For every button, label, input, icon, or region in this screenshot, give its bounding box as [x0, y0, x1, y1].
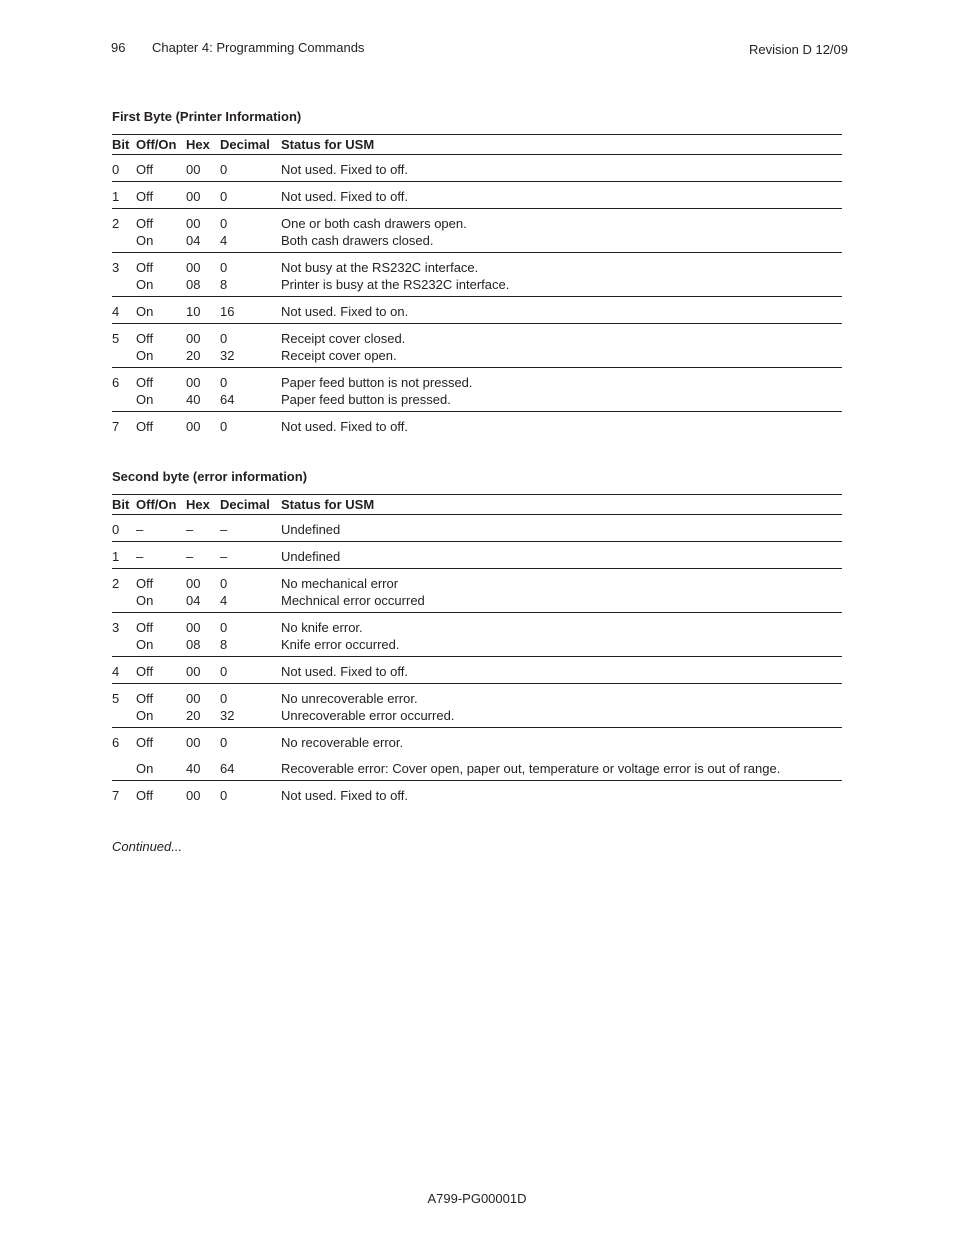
second-byte-title: Second byte (error information)	[112, 469, 308, 484]
cell-hex: 40	[186, 391, 220, 412]
table-header-row	[112, 135, 842, 155]
second-byte-section	[112, 468, 842, 807]
cell-state: On	[136, 391, 186, 412]
cell-status: No mechanical error	[281, 576, 399, 591]
col-hex-header: Hex	[186, 495, 220, 515]
cell-bit: 2	[112, 576, 120, 591]
cell-status: Recoverable error: Cover open, paper out, temperature or voltage error is out of range.	[281, 751, 842, 781]
cell-bit: 7	[112, 788, 120, 803]
cell-hex: 00	[186, 216, 201, 231]
col-bit-header: Bit	[112, 495, 136, 515]
cell-decimal: 0	[220, 331, 228, 346]
cell-decimal: 16	[220, 297, 281, 324]
cell-hex: 00	[186, 260, 201, 275]
cell-status: Undefined	[281, 515, 842, 542]
cell-state: On	[136, 751, 186, 781]
cell-decimal: 4	[220, 592, 281, 613]
revision-label: Revision D 12/09	[749, 42, 848, 57]
col-decimal-header: Decimal	[220, 135, 281, 155]
cell-decimal: 0	[220, 260, 228, 275]
continued-note: Continued...	[112, 839, 183, 854]
cell-decimal: 8	[220, 636, 281, 657]
cell-hex: 00	[186, 182, 220, 209]
cell-bit	[112, 636, 136, 657]
cell-state: Off	[136, 216, 154, 231]
cell-decimal: 0	[220, 735, 228, 750]
cell-hex: 08	[186, 276, 220, 297]
cell-hex: 00	[186, 735, 201, 750]
cell-state: Off	[136, 419, 154, 434]
table-row	[112, 515, 842, 542]
cell-decimal: 32	[220, 347, 281, 368]
cell-decimal: 4	[220, 232, 281, 253]
cell-decimal: 0	[220, 155, 281, 182]
cell-status: No knife error.	[281, 620, 363, 635]
cell-hex: 08	[186, 636, 220, 657]
cell-bit: 1	[112, 182, 136, 209]
first-byte-table	[112, 134, 842, 438]
col-status-header: Status for USM	[281, 135, 842, 155]
table-row	[112, 707, 842, 728]
cell-state: On	[136, 707, 186, 728]
cell-state: Off	[136, 576, 154, 591]
first-byte-title: First Byte (Printer Information)	[112, 109, 302, 124]
cell-decimal: 0	[220, 691, 228, 706]
cell-state: Off	[136, 788, 154, 803]
cell-state: Off	[136, 657, 186, 684]
cell-decimal: 0	[220, 375, 228, 390]
cell-status: Paper feed button is pressed.	[281, 391, 842, 412]
cell-state: –	[136, 515, 186, 542]
first-byte-section	[112, 108, 842, 438]
cell-status: Mechnical error occurred	[281, 592, 842, 613]
cell-state: On	[136, 592, 186, 613]
cell-bit	[112, 232, 136, 253]
page-number: 96	[111, 40, 126, 55]
cell-bit	[112, 276, 136, 297]
cell-decimal: 8	[220, 276, 281, 297]
cell-decimal: 0	[220, 419, 228, 434]
cell-bit: 6	[112, 375, 120, 390]
footer-doc-number: A799-PG00001D	[427, 1191, 527, 1206]
table-row	[112, 657, 842, 684]
cell-status: Paper feed button is not pressed.	[281, 375, 473, 390]
table-row	[112, 412, 842, 439]
cell-bit: 4	[112, 657, 136, 684]
cell-state: Off	[136, 331, 154, 346]
second-byte-rows	[112, 515, 842, 808]
cell-hex: 40	[186, 751, 220, 781]
cell-status: Not used. Fixed to off.	[281, 788, 408, 803]
cell-status: Unrecoverable error occurred.	[281, 707, 842, 728]
cell-hex: 00	[186, 691, 201, 706]
cell-status: No unrecoverable error.	[281, 691, 418, 706]
cell-hex: 20	[186, 347, 220, 368]
cell-hex: 00	[186, 788, 201, 803]
cell-bit: 6	[112, 735, 120, 750]
cell-state: Off	[136, 375, 154, 390]
cell-hex: 00	[186, 620, 201, 635]
cell-hex: 10	[186, 297, 220, 324]
cell-status: One or both cash drawers open.	[281, 216, 467, 231]
cell-state: Off	[136, 691, 154, 706]
table-header-row	[112, 495, 842, 515]
cell-status: Not used. Fixed to off.	[281, 182, 842, 209]
cell-hex: –	[186, 515, 220, 542]
cell-decimal: 0	[220, 620, 228, 635]
cell-decimal: –	[220, 515, 281, 542]
cell-hex: 04	[186, 592, 220, 613]
first-byte-rows	[112, 155, 842, 439]
cell-hex: 00	[186, 419, 201, 434]
table-row	[112, 751, 842, 781]
cell-status: Printer is busy at the RS232C interface.	[281, 276, 842, 297]
cell-state: Off	[136, 260, 154, 275]
cell-bit	[112, 592, 136, 613]
table-row	[112, 569, 842, 593]
cell-decimal: 64	[220, 391, 281, 412]
table-row	[112, 542, 842, 569]
cell-state: On	[136, 347, 186, 368]
col-status-header: Status for USM	[281, 495, 842, 515]
cell-state: On	[136, 636, 186, 657]
table-row	[112, 636, 842, 657]
cell-status: Knife error occurred.	[281, 636, 842, 657]
cell-decimal: 0	[220, 182, 281, 209]
cell-state: On	[136, 297, 186, 324]
cell-bit: 5	[112, 691, 120, 706]
cell-hex: 00	[186, 576, 201, 591]
chapter-title: Chapter 4: Programming Commands	[152, 40, 365, 55]
cell-state: On	[136, 232, 186, 253]
col-hex-header: Hex	[186, 135, 220, 155]
cell-bit: 2	[112, 216, 120, 231]
table-row	[112, 684, 842, 708]
cell-bit	[112, 391, 136, 412]
cell-hex: 00	[186, 375, 201, 390]
cell-state: Off	[136, 182, 186, 209]
second-byte-table	[112, 494, 842, 807]
col-bit-header: Bit	[112, 135, 136, 155]
cell-status: Not used. Fixed to on.	[281, 297, 842, 324]
cell-status: Not busy at the RS232C interface.	[281, 260, 479, 275]
cell-bit: 0	[112, 515, 136, 542]
table-row	[112, 592, 842, 613]
table-row	[112, 209, 842, 233]
table-row	[112, 155, 842, 182]
cell-status: Not used. Fixed to off.	[281, 419, 408, 434]
cell-status: Not used. Fixed to off.	[281, 155, 842, 182]
cell-bit: 7	[112, 419, 120, 434]
cell-status: Undefined	[281, 542, 842, 569]
cell-state: Off	[136, 155, 186, 182]
cell-status: No recoverable error.	[281, 735, 404, 750]
table-row	[112, 391, 842, 412]
cell-decimal: 0	[220, 216, 228, 231]
cell-state: –	[136, 542, 186, 569]
table-row	[112, 324, 842, 348]
table-row	[112, 297, 842, 324]
cell-bit: 3	[112, 260, 120, 275]
cell-state: Off	[136, 735, 154, 750]
cell-state: On	[136, 276, 186, 297]
cell-decimal: 0	[220, 788, 228, 803]
cell-decimal: 0	[220, 576, 228, 591]
cell-status: Not used. Fixed to off.	[281, 657, 842, 684]
cell-bit: 1	[112, 542, 136, 569]
table-row	[112, 182, 842, 209]
cell-bit: 5	[112, 331, 120, 346]
cell-bit	[112, 751, 136, 781]
cell-bit	[112, 347, 136, 368]
cell-hex: 00	[186, 657, 220, 684]
col-decimal-header: Decimal	[220, 495, 281, 515]
table-row	[112, 253, 842, 277]
cell-decimal: –	[220, 542, 281, 569]
cell-hex: 20	[186, 707, 220, 728]
cell-bit: 0	[112, 155, 136, 182]
table-row	[112, 232, 842, 253]
cell-decimal: 32	[220, 707, 281, 728]
cell-decimal: 64	[220, 751, 281, 781]
col-state-header: Off/On	[136, 135, 186, 155]
cell-bit: 3	[112, 620, 120, 635]
table-row	[112, 728, 842, 752]
cell-state: Off	[136, 620, 154, 635]
table-row	[112, 276, 842, 297]
table-row	[112, 368, 842, 392]
cell-decimal: 0	[220, 657, 281, 684]
cell-status: Both cash drawers closed.	[281, 232, 842, 253]
cell-hex: 04	[186, 232, 220, 253]
cell-status: Receipt cover closed.	[281, 331, 406, 346]
table-row	[112, 613, 842, 637]
col-state-header: Off/On	[136, 495, 186, 515]
cell-bit: 4	[112, 297, 136, 324]
cell-hex: 00	[186, 155, 220, 182]
cell-bit	[112, 707, 136, 728]
table-row	[112, 347, 842, 368]
table-row	[112, 781, 842, 808]
cell-hex: –	[186, 542, 220, 569]
cell-status: Receipt cover open.	[281, 347, 842, 368]
cell-hex: 00	[186, 331, 201, 346]
